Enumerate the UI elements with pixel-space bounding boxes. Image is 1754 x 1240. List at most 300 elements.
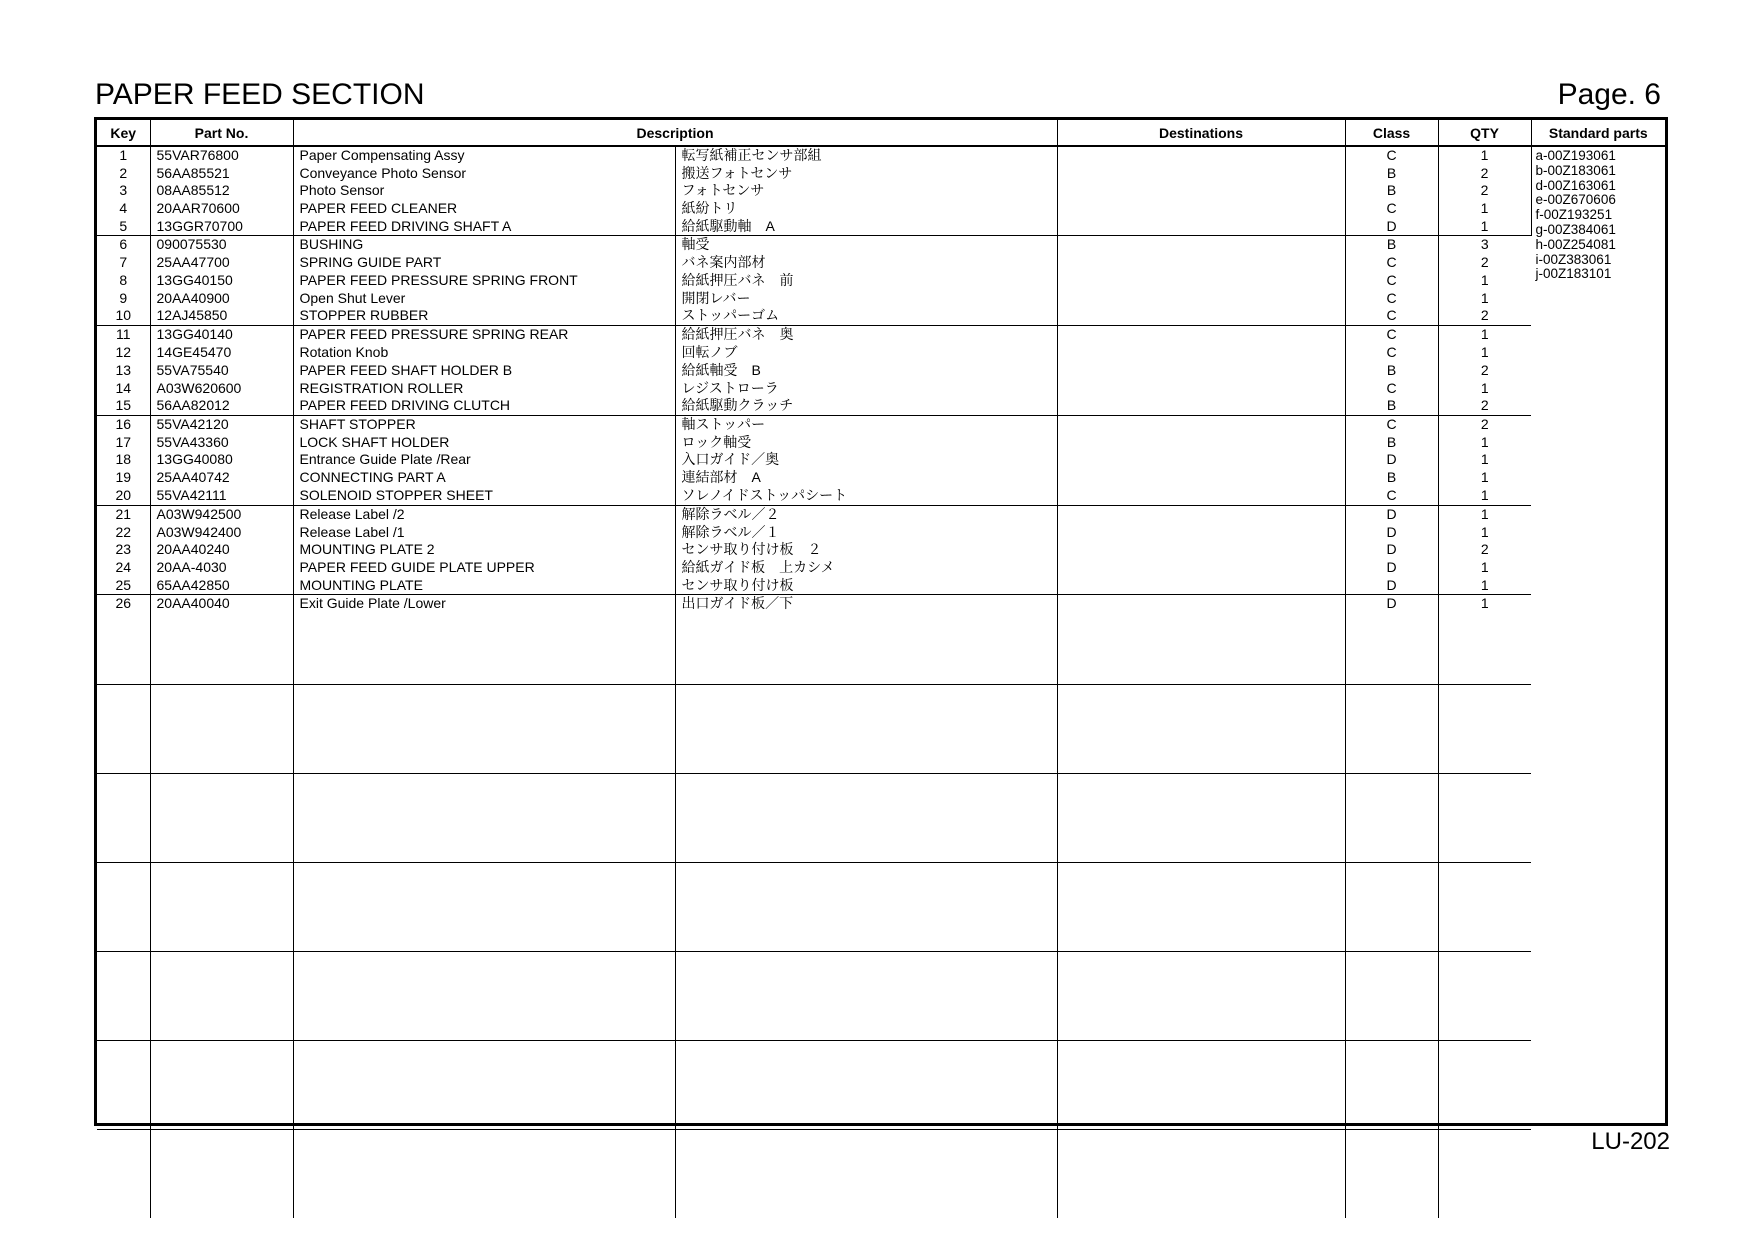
desc-en: PAPER FEED SHAFT HOLDER B bbox=[299, 361, 513, 378]
empty-cell bbox=[1345, 863, 1438, 952]
empty-cell bbox=[1438, 863, 1531, 952]
empty-cell bbox=[1057, 685, 1345, 774]
part-no: 20AA-4030 bbox=[156, 558, 227, 575]
empty-cell bbox=[97, 774, 150, 863]
empty-cell bbox=[1345, 685, 1438, 774]
cell-desc-en bbox=[293, 146, 675, 236]
destination bbox=[1058, 362, 1345, 380]
class: C bbox=[1386, 379, 1397, 396]
qty: 1 bbox=[1480, 523, 1489, 540]
cell-desc-en bbox=[293, 236, 675, 326]
cell-destination bbox=[1057, 505, 1345, 594]
qty: 1 bbox=[1480, 344, 1489, 361]
empty-cell bbox=[97, 1041, 150, 1130]
destination bbox=[1058, 218, 1345, 236]
cell-class bbox=[1345, 326, 1438, 415]
desc-en: Open Shut Lever bbox=[299, 289, 406, 306]
table-row-group bbox=[97, 415, 1665, 505]
destination bbox=[1058, 506, 1345, 524]
standard-part: b-00Z183061 bbox=[1535, 163, 1616, 178]
destination bbox=[1058, 200, 1345, 218]
qty: 1 bbox=[1480, 433, 1489, 450]
cell-part-no bbox=[150, 326, 293, 415]
empty-cell bbox=[675, 685, 1057, 774]
qty: 2 bbox=[1480, 361, 1489, 378]
qty: 1 bbox=[1480, 271, 1489, 288]
qty: 1 bbox=[1480, 379, 1489, 396]
cell-class bbox=[1345, 236, 1438, 326]
desc-jp: 給紙ガイド板 上カシメ bbox=[681, 558, 835, 575]
key: 4 bbox=[119, 200, 128, 217]
desc-jp: 転写紙補正センサ部組 bbox=[681, 147, 822, 163]
empty-cell bbox=[293, 1130, 675, 1219]
table-row-group bbox=[97, 505, 1665, 594]
table-row-group bbox=[97, 326, 1665, 415]
part-no: 20AA40900 bbox=[156, 289, 230, 306]
class: C bbox=[1386, 271, 1397, 288]
desc-jp: 紙紛トリ bbox=[681, 200, 738, 217]
empty-cell bbox=[150, 1130, 293, 1219]
desc-en: MOUNTING PLATE 2 bbox=[299, 541, 435, 558]
key: 11 bbox=[115, 326, 131, 343]
cell-destination bbox=[1057, 146, 1345, 236]
key: 18 bbox=[115, 451, 132, 468]
class: C bbox=[1386, 289, 1397, 306]
key: 26 bbox=[115, 595, 132, 612]
qty: 1 bbox=[1480, 486, 1489, 503]
part-no: 56AA82012 bbox=[156, 397, 230, 414]
empty-cell bbox=[1057, 774, 1345, 863]
cell-part-no bbox=[150, 505, 293, 594]
destination bbox=[1058, 147, 1345, 165]
col-part-no: Part No. bbox=[150, 120, 293, 146]
empty-cell bbox=[97, 863, 150, 952]
cell-qty bbox=[1438, 326, 1531, 415]
desc-jp: 給紙押圧バネ 奥 bbox=[681, 326, 794, 343]
class: C bbox=[1386, 486, 1397, 503]
class: D bbox=[1386, 541, 1397, 558]
standard-part: d-00Z163061 bbox=[1535, 178, 1616, 193]
destination bbox=[1058, 182, 1345, 200]
empty-cell bbox=[150, 774, 293, 863]
part-no: 13GG40150 bbox=[156, 271, 233, 288]
empty-cell bbox=[293, 685, 675, 774]
qty: 3 bbox=[1480, 236, 1489, 253]
desc-en: SHAFT STOPPER bbox=[299, 415, 416, 432]
empty-row-group bbox=[97, 774, 1665, 863]
class: D bbox=[1386, 523, 1397, 540]
cell-desc-jp bbox=[675, 505, 1057, 594]
standard-part: f-00Z193251 bbox=[1535, 208, 1613, 223]
table-body bbox=[97, 146, 1665, 1218]
desc-jp: センサ取り付け板 ２ bbox=[681, 541, 822, 558]
cell-qty bbox=[1438, 236, 1531, 326]
empty-cell bbox=[1345, 952, 1438, 1041]
key: 3 bbox=[119, 182, 128, 199]
standard-parts-cell bbox=[1531, 146, 1665, 1218]
class: C bbox=[1386, 200, 1397, 217]
empty-cell bbox=[1057, 952, 1345, 1041]
part-no: 090075530 bbox=[156, 236, 227, 253]
class: D bbox=[1386, 217, 1397, 234]
destination bbox=[1058, 290, 1345, 308]
destination bbox=[1058, 344, 1345, 362]
desc-en: MOUNTING PLATE bbox=[299, 576, 423, 593]
key: 9 bbox=[119, 289, 128, 306]
cell-class bbox=[1345, 595, 1438, 685]
destination bbox=[1058, 541, 1345, 559]
empty-cell bbox=[97, 685, 150, 774]
desc-en: REGISTRATION ROLLER bbox=[299, 379, 464, 396]
page-number: Page. 6 bbox=[1557, 78, 1661, 111]
table-row-group bbox=[97, 146, 1665, 236]
desc-en: Conveyance Photo Sensor bbox=[299, 164, 467, 181]
key: 23 bbox=[115, 541, 132, 558]
cell-part-no bbox=[150, 146, 293, 236]
desc-en: BUSHING bbox=[299, 236, 364, 253]
qty: 2 bbox=[1480, 541, 1489, 558]
empty-row-group bbox=[97, 952, 1665, 1041]
standard-part: a-00Z193061 bbox=[1535, 149, 1616, 163]
desc-jp: 解除ラベル／２ bbox=[681, 505, 780, 522]
desc-jp: レジストローラ bbox=[681, 379, 779, 396]
desc-en: Photo Sensor bbox=[299, 182, 385, 199]
desc-jp: 給紙駆動クラッチ bbox=[681, 397, 794, 414]
empty-cell bbox=[1057, 1041, 1345, 1130]
destination bbox=[1058, 434, 1345, 452]
qty: 1 bbox=[1480, 200, 1489, 217]
key: 10 bbox=[115, 307, 132, 324]
desc-en: SOLENOID STOPPER SHEET bbox=[299, 486, 493, 503]
cell-desc-jp bbox=[675, 146, 1057, 236]
empty-row-group bbox=[97, 1041, 1665, 1130]
class: D bbox=[1386, 505, 1397, 522]
part-no: A03W620600 bbox=[156, 379, 242, 396]
cell-desc-en bbox=[293, 415, 675, 505]
qty: 2 bbox=[1480, 182, 1489, 199]
class: B bbox=[1386, 468, 1397, 485]
class: C bbox=[1386, 344, 1397, 361]
part-no: A03W942400 bbox=[156, 523, 242, 540]
empty-cell bbox=[293, 863, 675, 952]
part-no: 13GG40080 bbox=[156, 451, 233, 468]
col-key: Key bbox=[97, 120, 150, 146]
empty-cell bbox=[1438, 1041, 1531, 1130]
desc-jp: 開閉レバー bbox=[681, 289, 751, 306]
desc-jp: 入口ガイド／奥 bbox=[681, 451, 780, 468]
desc-en: PAPER FEED PRESSURE SPRING FRONT bbox=[299, 271, 578, 288]
key: 5 bbox=[119, 217, 128, 234]
empty-cell bbox=[1345, 1130, 1438, 1219]
destination bbox=[1058, 469, 1345, 487]
desc-en: Rotation Knob bbox=[299, 344, 389, 361]
cell-desc-jp bbox=[675, 595, 1057, 685]
empty-cell bbox=[1057, 863, 1345, 952]
qty: 2 bbox=[1480, 307, 1489, 324]
desc-jp: 給紙軸受 B bbox=[681, 361, 761, 378]
key: 2 bbox=[119, 164, 128, 181]
qty: 1 bbox=[1480, 147, 1489, 163]
desc-jp: ストッパーゴム bbox=[681, 307, 780, 324]
class: B bbox=[1386, 433, 1397, 450]
desc-jp: 給紙押圧バネ 前 bbox=[681, 271, 794, 288]
part-no: 20AAR70600 bbox=[156, 200, 240, 217]
qty: 1 bbox=[1480, 558, 1489, 575]
part-no: 55VA75540 bbox=[156, 361, 229, 378]
col-destinations: Destinations bbox=[1057, 120, 1345, 146]
empty-row-group bbox=[97, 685, 1665, 774]
col-qty: QTY bbox=[1438, 120, 1531, 146]
empty-cell bbox=[1438, 774, 1531, 863]
class: C bbox=[1386, 326, 1397, 343]
destination bbox=[1058, 577, 1345, 595]
destination bbox=[1058, 254, 1345, 272]
destination bbox=[1058, 165, 1345, 183]
empty-cell bbox=[150, 1041, 293, 1130]
destination bbox=[1058, 595, 1345, 613]
key: 7 bbox=[119, 254, 128, 271]
qty: 1 bbox=[1480, 505, 1489, 522]
desc-jp: 軸受 bbox=[681, 236, 710, 253]
part-no: 55VA43360 bbox=[156, 433, 229, 450]
cell-desc-en bbox=[293, 505, 675, 594]
empty-cell bbox=[675, 952, 1057, 1041]
empty-cell bbox=[1345, 1041, 1438, 1130]
key: 21 bbox=[115, 505, 132, 522]
desc-en: SPRING GUIDE PART bbox=[299, 254, 442, 271]
part-no: 65AA42850 bbox=[156, 576, 230, 593]
qty: 1 bbox=[1480, 468, 1489, 485]
cell-desc-jp bbox=[675, 415, 1057, 505]
class: B bbox=[1386, 397, 1397, 414]
cell-destination bbox=[1057, 236, 1345, 326]
destination bbox=[1058, 559, 1345, 577]
destination bbox=[1058, 326, 1345, 344]
key: 17 bbox=[115, 433, 132, 450]
empty-cell bbox=[150, 685, 293, 774]
table-row-group bbox=[97, 236, 1665, 326]
cell-key bbox=[97, 236, 150, 326]
destination bbox=[1058, 236, 1345, 254]
cell-key bbox=[97, 326, 150, 415]
empty-cell bbox=[675, 1041, 1057, 1130]
desc-en: CONNECTING PART A bbox=[299, 468, 446, 485]
desc-en: LOCK SHAFT HOLDER bbox=[299, 433, 450, 450]
empty-cell bbox=[293, 952, 675, 1041]
key: 1 bbox=[119, 147, 128, 163]
desc-jp: ロック軸受 bbox=[681, 433, 752, 450]
desc-en: Exit Guide Plate /Lower bbox=[299, 595, 446, 612]
cell-destination bbox=[1057, 326, 1345, 415]
model-number: LU-202 bbox=[1591, 1128, 1670, 1155]
desc-en: PAPER FEED GUIDE PLATE UPPER bbox=[299, 558, 535, 575]
desc-en: PAPER FEED DRIVING SHAFT A bbox=[299, 217, 512, 234]
cell-desc-jp bbox=[675, 326, 1057, 415]
desc-en: PAPER FEED PRESSURE SPRING REAR bbox=[299, 326, 569, 343]
parts-table bbox=[97, 120, 1665, 1218]
class: B bbox=[1386, 164, 1397, 181]
standard-part: h-00Z254081 bbox=[1535, 237, 1616, 252]
cell-part-no bbox=[150, 595, 293, 685]
cell-part-no bbox=[150, 236, 293, 326]
desc-jp: センサ取り付け板 bbox=[681, 576, 794, 593]
destination bbox=[1058, 416, 1345, 434]
empty-cell bbox=[1438, 952, 1531, 1041]
desc-jp: 給紙駆動軸 A bbox=[681, 217, 775, 234]
cell-qty bbox=[1438, 415, 1531, 505]
class: D bbox=[1386, 595, 1397, 612]
destination bbox=[1058, 451, 1345, 469]
key: 6 bbox=[119, 236, 128, 253]
destination bbox=[1058, 272, 1345, 290]
parts-list-table bbox=[94, 117, 1668, 1126]
destination bbox=[1058, 380, 1345, 398]
desc-jp: 軸ストッパー bbox=[681, 415, 766, 432]
col-class: Class bbox=[1345, 120, 1438, 146]
empty-cell bbox=[1057, 1130, 1345, 1219]
class: C bbox=[1386, 307, 1397, 324]
cell-desc-en bbox=[293, 326, 675, 415]
class: B bbox=[1386, 182, 1397, 199]
desc-en: Release Label /2 bbox=[299, 505, 405, 522]
part-no: 56AA85521 bbox=[156, 164, 230, 181]
part-no: 55VAR76800 bbox=[156, 147, 239, 163]
col-standard-parts: Standard parts bbox=[1531, 120, 1665, 146]
class: D bbox=[1386, 576, 1397, 593]
cell-qty bbox=[1438, 595, 1531, 685]
part-no: 20AA40040 bbox=[156, 595, 230, 612]
destination bbox=[1058, 487, 1345, 505]
qty: 1 bbox=[1480, 576, 1489, 593]
section-title: PAPER FEED SECTION bbox=[95, 78, 425, 111]
qty: 2 bbox=[1480, 397, 1489, 414]
empty-cell bbox=[97, 952, 150, 1041]
cell-key bbox=[97, 146, 150, 236]
class: C bbox=[1386, 147, 1397, 163]
standard-part: g-00Z384061 bbox=[1535, 222, 1616, 237]
desc-jp: 解除ラベル／１ bbox=[681, 523, 780, 540]
class: D bbox=[1386, 451, 1397, 468]
qty: 1 bbox=[1480, 289, 1489, 306]
cell-class bbox=[1345, 415, 1438, 505]
part-no: 12AJ45850 bbox=[156, 307, 228, 324]
cell-desc-en bbox=[293, 595, 675, 685]
desc-jp: バネ案内部材 bbox=[681, 254, 766, 271]
cell-destination bbox=[1057, 595, 1345, 685]
desc-jp: 回転ノブ bbox=[681, 344, 738, 361]
empty-cell bbox=[1345, 774, 1438, 863]
cell-class bbox=[1345, 505, 1438, 594]
empty-cell bbox=[1438, 685, 1531, 774]
key: 20 bbox=[115, 486, 132, 503]
empty-cell bbox=[293, 1041, 675, 1130]
table-header-row bbox=[97, 120, 1665, 146]
desc-en: Entrance Guide Plate /Rear bbox=[299, 451, 471, 468]
empty-cell bbox=[675, 863, 1057, 952]
cell-key bbox=[97, 415, 150, 505]
key: 8 bbox=[119, 271, 128, 288]
key: 13 bbox=[115, 361, 132, 378]
part-no: 20AA40240 bbox=[156, 541, 230, 558]
part-no: 08AA85512 bbox=[156, 182, 230, 199]
desc-jp: 搬送フォトセンサ bbox=[681, 164, 793, 181]
standard-part: j-00Z183101 bbox=[1535, 267, 1612, 282]
empty-cell bbox=[675, 774, 1057, 863]
table-row-group bbox=[97, 595, 1665, 685]
desc-jp: フォトセンサ bbox=[681, 182, 765, 199]
desc-en: PAPER FEED DRIVING CLUTCH bbox=[299, 397, 511, 414]
key: 24 bbox=[115, 558, 132, 575]
part-no: 55VA42111 bbox=[156, 486, 227, 503]
qty: 2 bbox=[1480, 254, 1489, 271]
empty-cell bbox=[97, 1130, 150, 1219]
cell-part-no bbox=[150, 415, 293, 505]
desc-en: STOPPER RUBBER bbox=[299, 307, 429, 324]
cell-qty bbox=[1438, 146, 1531, 236]
empty-cell bbox=[293, 774, 675, 863]
cell-key bbox=[97, 505, 150, 594]
cell-qty bbox=[1438, 505, 1531, 594]
qty: 1 bbox=[1480, 326, 1489, 343]
destination bbox=[1058, 524, 1345, 542]
class: D bbox=[1386, 558, 1397, 575]
key: 14 bbox=[115, 379, 132, 396]
empty-cell bbox=[150, 952, 293, 1041]
part-no: 13GGR70700 bbox=[156, 217, 243, 234]
cell-key bbox=[97, 595, 150, 685]
empty-cell bbox=[675, 1130, 1057, 1219]
cell-destination bbox=[1057, 415, 1345, 505]
part-no: 55VA42120 bbox=[156, 415, 229, 432]
key: 15 bbox=[115, 397, 132, 414]
part-no: 25AA47700 bbox=[156, 254, 230, 271]
desc-jp: ソレノイドストッパシート bbox=[681, 486, 848, 503]
qty: 2 bbox=[1480, 164, 1489, 181]
part-no: A03W942500 bbox=[156, 505, 242, 522]
desc-jp: 出口ガイド板／下 bbox=[681, 595, 794, 612]
standard-part: i-00Z383061 bbox=[1535, 252, 1612, 267]
empty-cell bbox=[1438, 1130, 1531, 1219]
desc-jp: 連結部材 A bbox=[681, 468, 761, 485]
cell-desc-jp bbox=[675, 236, 1057, 326]
class: C bbox=[1386, 415, 1397, 432]
desc-en: Release Label /1 bbox=[299, 523, 405, 540]
part-no: 13GG40140 bbox=[156, 326, 233, 343]
empty-row-group bbox=[97, 1130, 1665, 1219]
desc-en: PAPER FEED CLEANER bbox=[299, 200, 458, 217]
key: 12 bbox=[115, 344, 132, 361]
class: B bbox=[1386, 236, 1397, 253]
col-description: Description bbox=[293, 120, 1057, 146]
standard-part: e-00Z670606 bbox=[1535, 193, 1616, 208]
key: 22 bbox=[115, 523, 132, 540]
destination bbox=[1058, 397, 1345, 415]
part-no: 25AA40742 bbox=[156, 468, 230, 485]
class: B bbox=[1386, 361, 1397, 378]
part-no: 14GE45470 bbox=[156, 344, 232, 361]
destination bbox=[1058, 307, 1345, 325]
qty: 2 bbox=[1480, 415, 1489, 432]
key: 19 bbox=[115, 468, 132, 485]
empty-row-group bbox=[97, 863, 1665, 952]
desc-en: Paper Compensating Assy bbox=[299, 147, 465, 163]
empty-cell bbox=[150, 863, 293, 952]
cell-class bbox=[1345, 146, 1438, 236]
key: 25 bbox=[115, 576, 132, 593]
qty: 1 bbox=[1480, 451, 1489, 468]
qty: 1 bbox=[1480, 595, 1489, 612]
key: 16 bbox=[115, 415, 132, 432]
